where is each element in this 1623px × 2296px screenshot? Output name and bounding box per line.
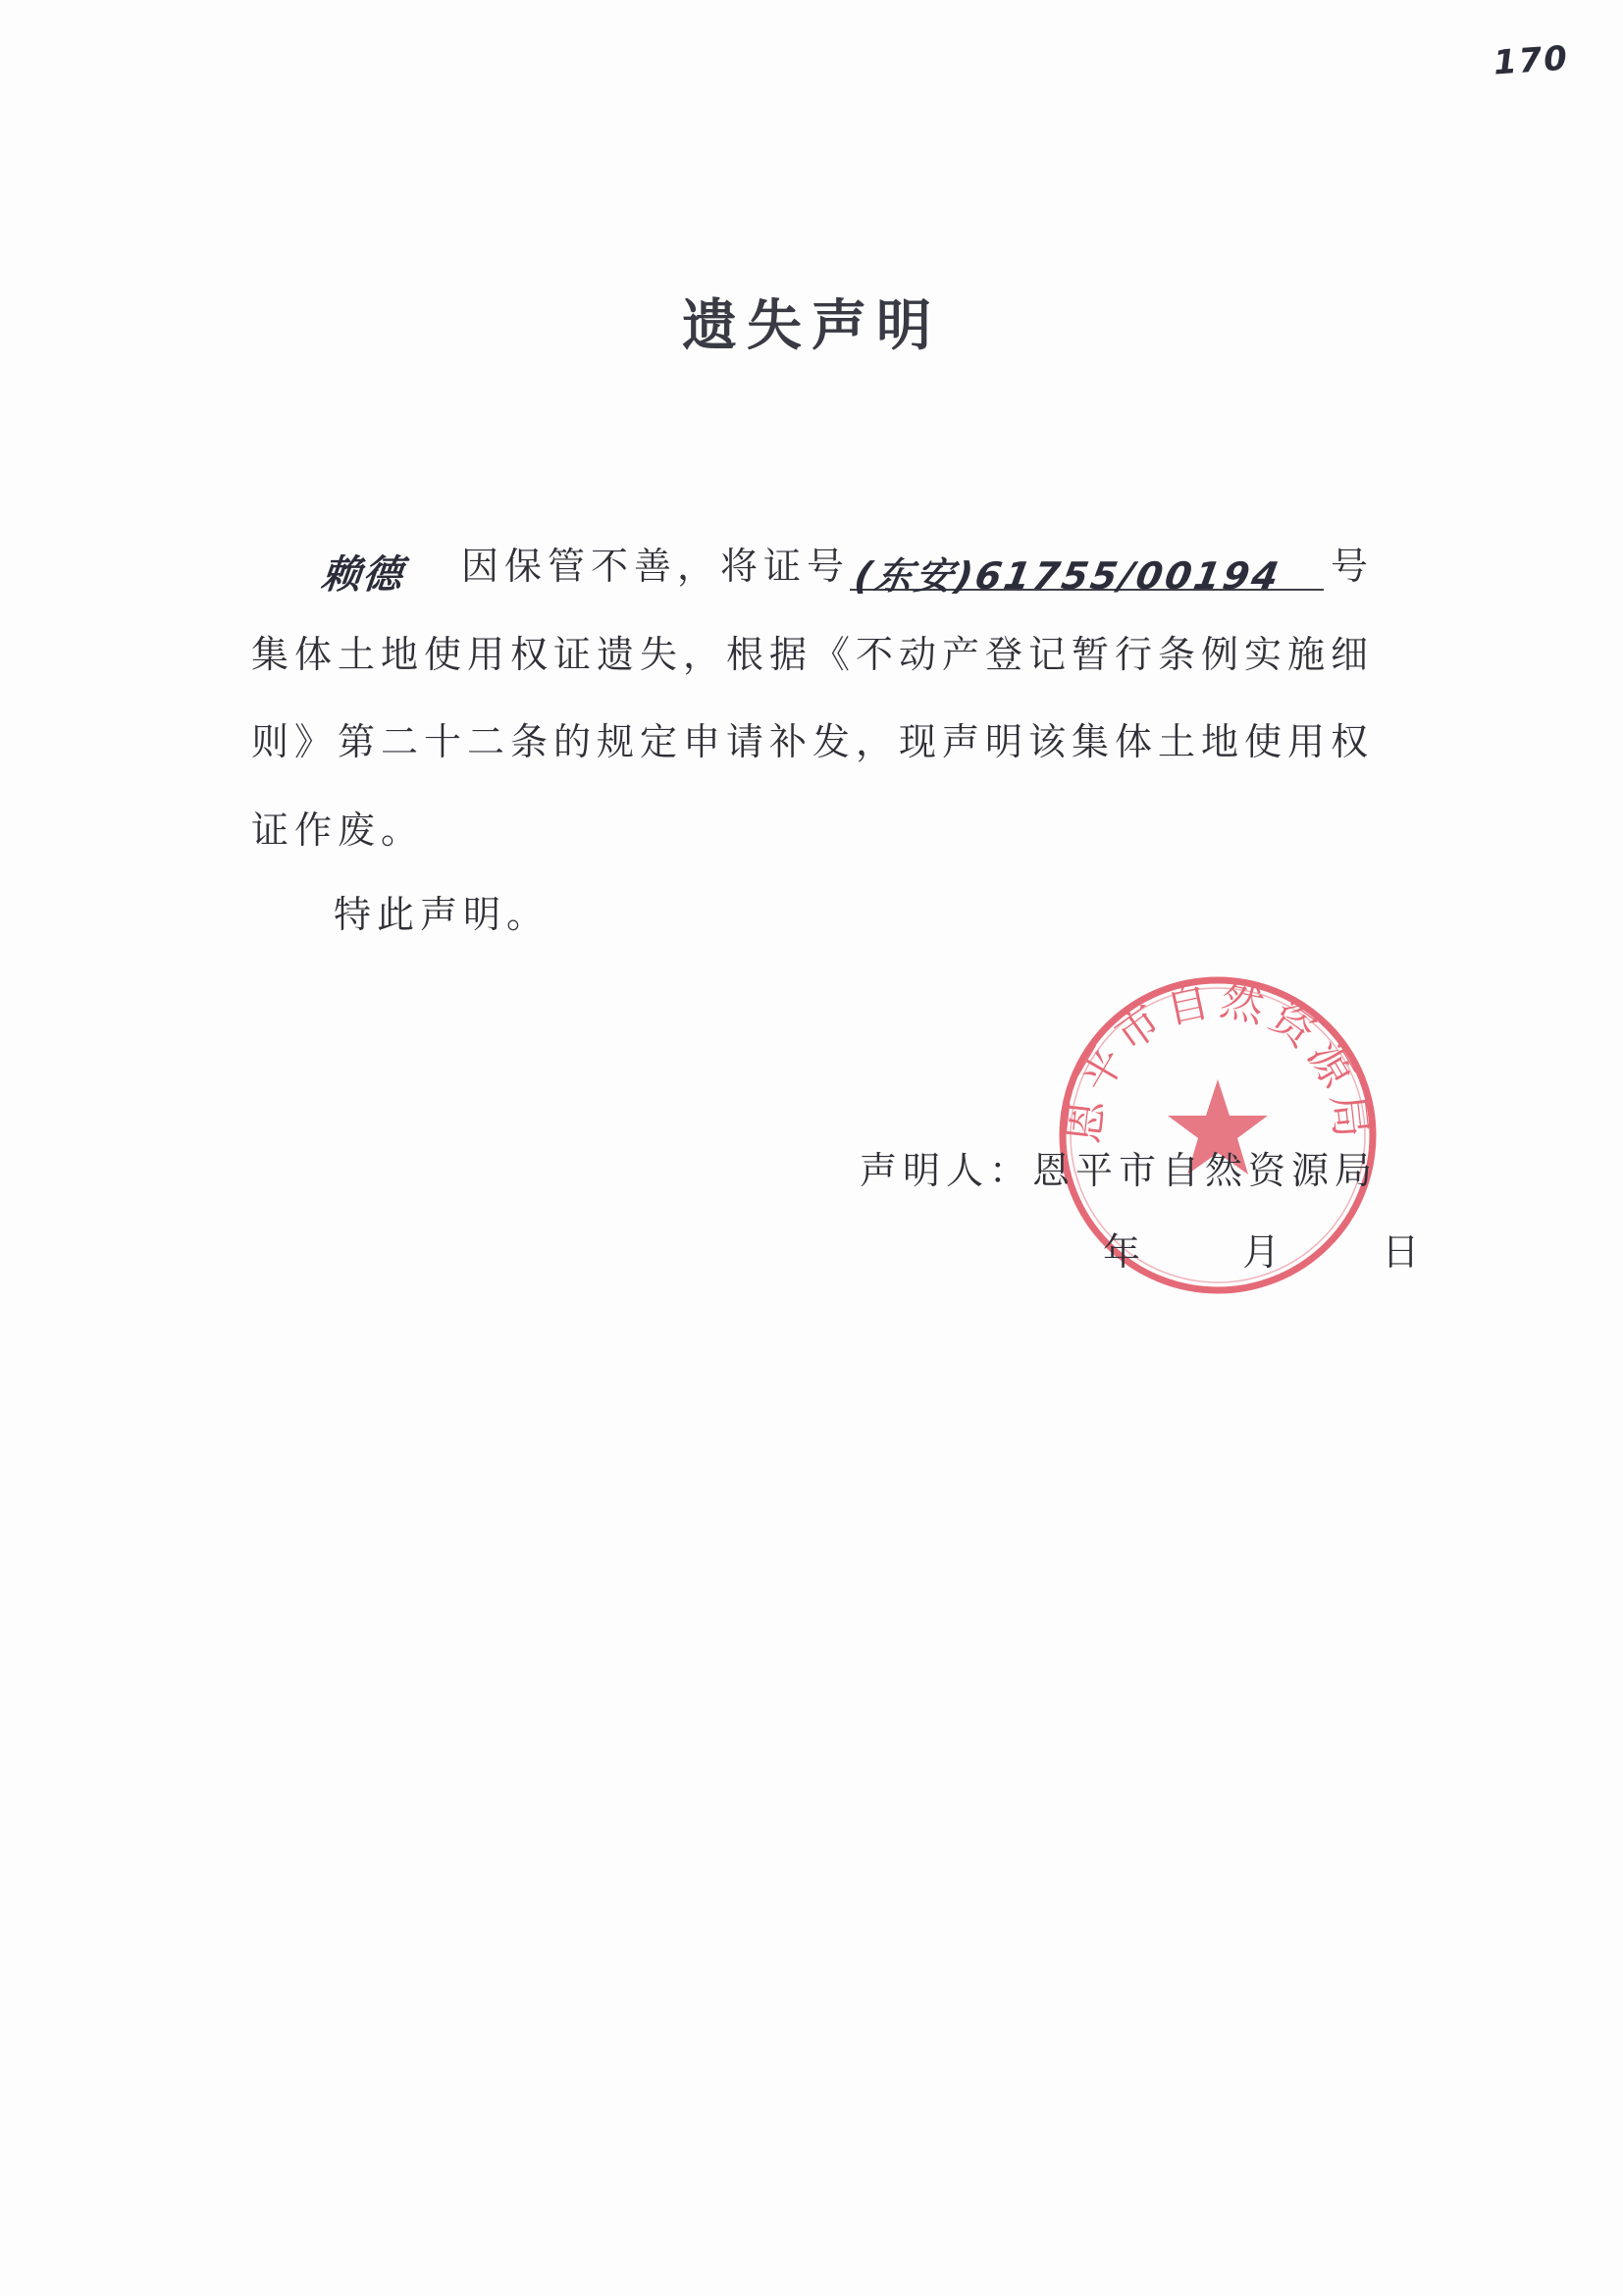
- date-day: 日: [1382, 1230, 1420, 1274]
- signature-name: 恩平市自然资源局: [1032, 1149, 1379, 1192]
- date-line: [1103, 1222, 1419, 1276]
- certificate-number: (东安)61755/00194: [851, 554, 1285, 598]
- applicant-name: 赖德: [319, 552, 407, 598]
- closing-statement: 特此声明。: [334, 893, 550, 936]
- body-line-2: 集体土地使用权证遗失，根据《不动产登记暂行条例实施细: [251, 633, 1375, 676]
- date-year: 年: [1103, 1230, 1141, 1274]
- body-line-1-text: 因保管不善，将证号: [461, 545, 851, 588]
- body-line-4: 证作废。: [251, 809, 425, 852]
- signature-line: [860, 1140, 1378, 1194]
- body-line-3: 则》第二十二条的规定申请补发，现声明该集体土地使用权: [251, 720, 1375, 763]
- seal-text: 恩平市自然资源局: [1059, 974, 1377, 1147]
- page-number: 170: [1492, 38, 1571, 83]
- date-month: 月: [1242, 1230, 1281, 1274]
- body-line-1-end: 号: [1331, 545, 1375, 588]
- signature-label: 声明人：: [860, 1149, 1033, 1192]
- document-title: 遗失声明: [682, 293, 941, 358]
